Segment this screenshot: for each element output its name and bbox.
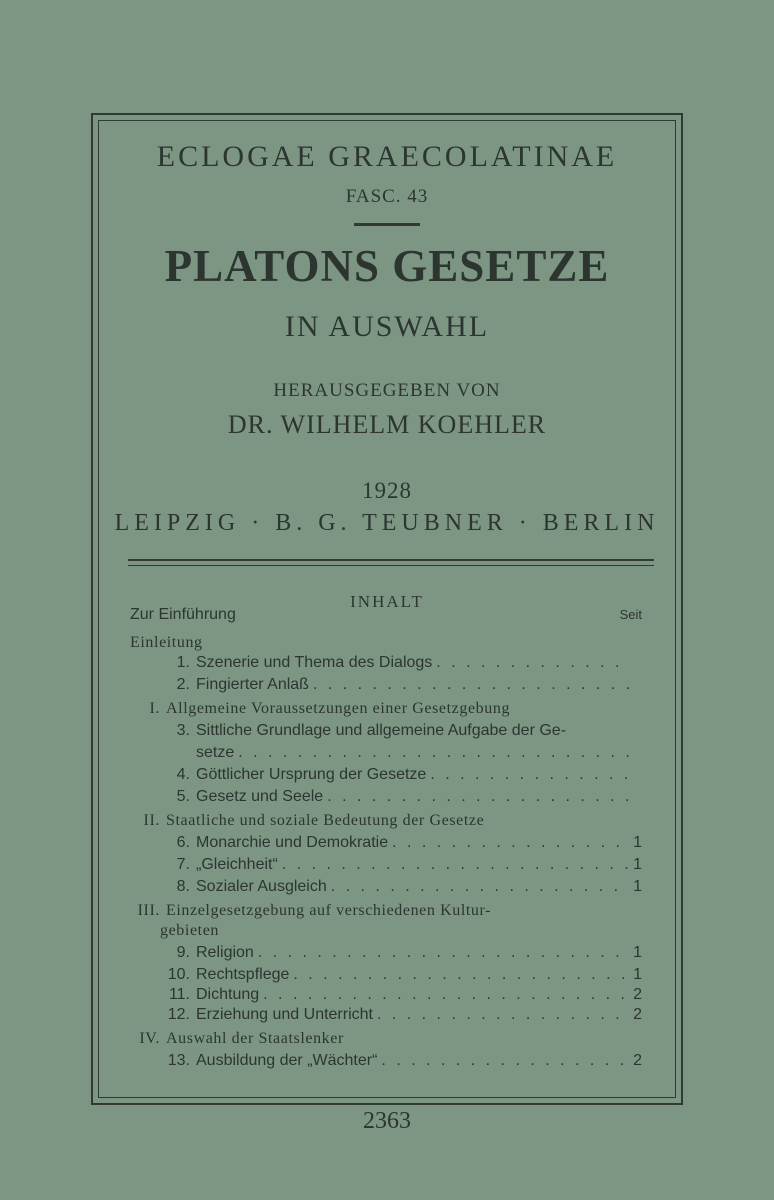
toc-entry-number: 1. [176, 654, 190, 671]
toc-entry [130, 606, 642, 628]
toc-entry-title: Sozialer Ausgleich [196, 878, 327, 895]
toc-leader-dots [392, 834, 630, 852]
toc-page-number: 1 [633, 856, 642, 873]
toc-entry [130, 966, 642, 988]
toc-page-number: 2 [633, 986, 642, 1003]
toc-leader-dots [381, 1052, 630, 1070]
book-title: PLATONS GESETZE [164, 241, 610, 291]
series-title: ECLOGAE GRAECOLATINAE [156, 140, 618, 173]
toc-entry [130, 902, 642, 924]
toc-entry-title: Fingierter Anlaß [196, 676, 309, 693]
toc-entry-title: Auswahl der Staatslenker [166, 1030, 344, 1047]
toc-entry-number: 11. [168, 986, 190, 1003]
catalog-number: 2363 [363, 1108, 411, 1134]
toc-entry-title: setze [196, 744, 235, 761]
toc-entry [130, 676, 642, 698]
toc-page-number: 2 [633, 1052, 642, 1069]
toc-entry-number: 6. [176, 834, 190, 851]
toc-leader-dots [263, 986, 630, 1004]
toc-leader-dots [282, 856, 630, 874]
section-divider-thick [128, 559, 654, 561]
toc-leader-dots [258, 944, 630, 962]
title-divider [354, 223, 420, 226]
toc-entry [130, 922, 642, 944]
toc-entry [130, 700, 642, 722]
toc-entry [130, 744, 642, 766]
toc-page-number: 1 [633, 944, 642, 961]
toc-page-label: Seit [619, 607, 642, 622]
toc-entry-title: Gesetz und Seele [196, 788, 324, 805]
toc-leader-dots [327, 788, 630, 806]
toc-entry [130, 812, 642, 834]
toc-entry [130, 722, 642, 744]
toc-entry-number: 13. [167, 1052, 190, 1069]
toc-entry-title: Einzelgesetzgebung auf verschiedenen Kultur- [166, 902, 492, 919]
toc-leader-dots [430, 766, 630, 784]
toc-entry [130, 634, 642, 656]
toc-entry-title: Religion [196, 944, 254, 961]
toc-entry-number: 4. [176, 766, 190, 783]
toc-entry-number: II. [143, 812, 160, 829]
toc-page-number: 1 [633, 966, 642, 983]
toc-entry-number: 12. [167, 1006, 190, 1023]
toc-entry-number: 5. [176, 788, 190, 805]
toc-entry [130, 766, 642, 788]
toc-entry [130, 878, 642, 900]
toc-entry-number: 2. [176, 676, 190, 693]
toc-entry [130, 1030, 642, 1052]
toc-entry-title: Erziehung und Unterricht [196, 1006, 373, 1023]
toc-page-number: 1 [633, 878, 642, 895]
toc-entry-title: Szenerie und Thema des Dialogs [196, 654, 433, 671]
toc-entry [130, 654, 642, 676]
toc-entry-title: gebieten [160, 922, 219, 939]
toc-entry-title: „Gleichheit“ [196, 856, 278, 873]
toc-entry-title: Ausbildung der „Wächter“ [196, 1052, 378, 1069]
toc-entry-number: 10. [167, 966, 190, 983]
edited-by-label: HERAUSGEGEBEN VON [273, 380, 501, 401]
toc-entry-title: Staatliche und soziale Bedeutung der Gesetze [166, 812, 485, 829]
toc-entry-number: 3. [176, 722, 190, 739]
fascicle-number: FASC. 43 [345, 186, 429, 207]
toc-entry-number: I. [149, 700, 160, 717]
toc-leader-dots [238, 744, 630, 762]
toc-entry-title: Zur Einführung [130, 606, 236, 623]
toc-leader-dots [313, 676, 630, 694]
toc-entry-title: Einleitung [130, 634, 203, 651]
toc-entry [130, 834, 642, 856]
toc-heading: INHALT [350, 592, 424, 611]
publication-year: 1928 [362, 478, 412, 503]
toc-entry-number: 7. [176, 856, 190, 873]
toc-entry [130, 788, 642, 810]
section-divider-thin [128, 565, 654, 566]
toc-entry-title: Allgemeine Voraussetzungen einer Gesetzgebung [166, 700, 511, 717]
toc-entry-title: Rechtspflege [196, 966, 290, 983]
toc-entry-title: Dichtung [196, 986, 260, 1003]
publisher-line: LEIPZIG · B. G. TEUBNER · BERLIN [114, 510, 660, 536]
toc-leader-dots [293, 966, 630, 984]
book-subtitle: IN AUSWAHL [284, 310, 490, 343]
toc-entry [130, 944, 642, 966]
toc-leader-dots [377, 1006, 630, 1024]
toc-entry [130, 856, 642, 878]
toc-entry-title: Sittliche Grundlage und allgemeine Aufgabe der Ge- [196, 722, 567, 739]
author-name: DR. WILHELM KOEHLER [227, 410, 547, 439]
toc-entry [130, 1006, 642, 1028]
toc-entry-number: III. [137, 902, 160, 919]
toc-entry-number: 8. [176, 878, 190, 895]
toc-leader-dots [331, 878, 630, 896]
toc-page-number: 2 [633, 1006, 642, 1023]
toc-entry-number: 9. [176, 944, 190, 961]
toc-entry [130, 986, 642, 1008]
toc-page-number: 1 [633, 834, 642, 851]
toc-entry [130, 1052, 642, 1074]
toc-entry-title: Monarchie und Demokratie [196, 834, 389, 851]
toc-leader-dots [436, 654, 630, 672]
toc-entry-number: IV. [139, 1030, 160, 1047]
toc-entry-title: Göttlicher Ursprung der Gesetze [196, 766, 427, 783]
